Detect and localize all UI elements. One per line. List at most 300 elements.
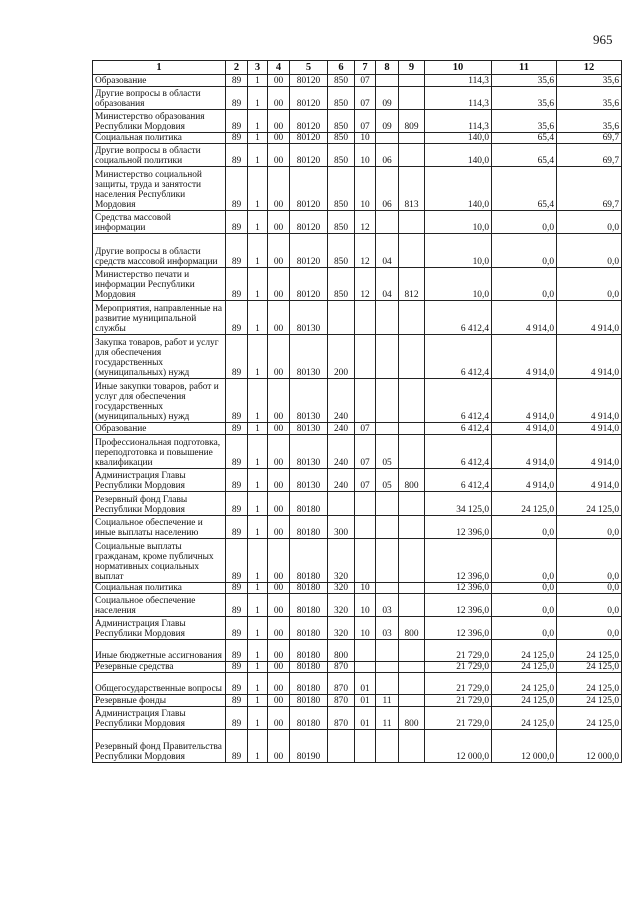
cell-grbs-code: 812 [399,268,425,301]
cell-sum-2020: 21 729,0 [425,673,492,695]
table-row [93,87,622,110]
cell-rz: 12 [355,268,376,301]
cell-sum-2022: 24 125,0 [557,707,622,730]
cell-subprog: 00 [268,234,290,268]
cell-sum-2022: 69,7 [557,144,622,167]
cell-grbs-code: 800 [399,617,425,640]
cell-prog: 1 [248,730,268,763]
cell-prog: 1 [248,707,268,730]
table-row [93,539,622,583]
cell-name: Социальная политика [93,133,226,144]
cell-grbs-code: 800 [399,707,425,730]
cell-grbs: 89 [226,211,248,234]
cell-name: Резервный фонд Правительства Республики Мордовия [93,730,226,763]
cell-sum-2021: 35,6 [492,75,557,87]
budget-table [92,60,622,763]
cell-prog: 1 [248,268,268,301]
cell-prz: 03 [376,617,399,640]
cell-grbs: 89 [226,268,248,301]
table-row [93,673,622,695]
cell-sum-2022: 69,7 [557,167,622,211]
cell-grbs-code [399,234,425,268]
cell-vr: 850 [328,133,355,144]
cell-sum-2021: 0,0 [492,516,557,539]
cell-vr: 850 [328,167,355,211]
cell-rz [355,516,376,539]
cell-grbs-code [399,516,425,539]
cell-sum-2022: 0,0 [557,234,622,268]
cell-grbs: 89 [226,335,248,379]
cell-subprog: 00 [268,379,290,423]
table-row [93,144,622,167]
cell-grbs-code: 813 [399,167,425,211]
cell-prog: 1 [248,75,268,87]
table-row [93,335,622,379]
cell-vr: 240 [328,469,355,492]
cell-sum-2020: 6 412,4 [425,335,492,379]
cell-sum-2020: 6 412,4 [425,379,492,423]
column-header-6: 6 [328,61,355,75]
table-header-row [93,61,622,75]
cell-name: Резервный фонд Главы Республики Мордовия [93,492,226,516]
cell-vr: 850 [328,87,355,110]
cell-target: 80180 [290,594,328,617]
cell-prz [376,539,399,583]
cell-name: Резервные фонды [93,695,226,707]
cell-prog: 1 [248,695,268,707]
cell-prog: 1 [248,144,268,167]
cell-grbs: 89 [226,695,248,707]
cell-rz: 10 [355,167,376,211]
cell-grbs-code [399,87,425,110]
cell-sum-2021: 12 000,0 [492,730,557,763]
cell-prz [376,75,399,87]
cell-sum-2021: 4 914,0 [492,469,557,492]
cell-vr [328,301,355,335]
cell-prz [376,730,399,763]
cell-name: Другие вопросы в области социальной политики [93,144,226,167]
cell-grbs: 89 [226,75,248,87]
column-header-1: 1 [93,61,226,75]
cell-sum-2020: 10,0 [425,211,492,234]
cell-sum-2022: 0,0 [557,211,622,234]
cell-rz: 01 [355,673,376,695]
cell-subprog: 00 [268,594,290,617]
cell-subprog: 00 [268,75,290,87]
cell-vr: 300 [328,516,355,539]
cell-sum-2021: 4 914,0 [492,335,557,379]
cell-sum-2022: 4 914,0 [557,469,622,492]
cell-rz: 01 [355,707,376,730]
cell-grbs: 89 [226,301,248,335]
cell-rz: 07 [355,423,376,435]
cell-target: 80180 [290,516,328,539]
cell-vr: 870 [328,662,355,673]
cell-vr: 200 [328,335,355,379]
cell-sum-2022: 4 914,0 [557,435,622,469]
cell-sum-2022: 24 125,0 [557,640,622,662]
cell-target: 80120 [290,87,328,110]
cell-target: 80120 [290,268,328,301]
table-row [93,583,622,594]
cell-sum-2020: 12 396,0 [425,539,492,583]
cell-subprog: 00 [268,268,290,301]
cell-name: Мероприятия, направленные на развитие муниципальной службы [93,301,226,335]
table-row [93,379,622,423]
cell-sum-2020: 6 412,4 [425,469,492,492]
cell-target: 80180 [290,583,328,594]
cell-subprog: 00 [268,662,290,673]
cell-grbs-code [399,144,425,167]
column-header-4: 4 [268,61,290,75]
cell-prog: 1 [248,435,268,469]
table-row [93,110,622,133]
cell-subprog: 00 [268,539,290,583]
cell-grbs-code [399,695,425,707]
cell-name: Министерство образования Республики Мордовия [93,110,226,133]
cell-grbs: 89 [226,673,248,695]
cell-sum-2020: 10,0 [425,268,492,301]
cell-grbs-code [399,583,425,594]
cell-vr: 850 [328,211,355,234]
cell-subprog: 00 [268,423,290,435]
cell-sum-2022: 69,7 [557,133,622,144]
cell-sum-2022: 0,0 [557,268,622,301]
cell-grbs-code [399,492,425,516]
cell-name: Администрация Главы Республики Мордовия [93,707,226,730]
cell-prog: 1 [248,469,268,492]
cell-prz [376,335,399,379]
cell-vr: 850 [328,144,355,167]
cell-prz: 09 [376,110,399,133]
cell-subprog: 00 [268,87,290,110]
cell-grbs: 89 [226,234,248,268]
page-number: 965 [593,32,613,47]
cell-sum-2022: 0,0 [557,539,622,583]
cell-rz: 07 [355,110,376,133]
cell-target: 80190 [290,730,328,763]
cell-prz [376,133,399,144]
cell-name: Социальная политика [93,583,226,594]
cell-sum-2020: 10,0 [425,234,492,268]
table-row [93,469,622,492]
cell-rz: 07 [355,435,376,469]
cell-sum-2022: 24 125,0 [557,695,622,707]
cell-sum-2021: 35,6 [492,87,557,110]
column-header-10: 10 [425,61,492,75]
cell-prog: 1 [248,423,268,435]
cell-sum-2021: 24 125,0 [492,640,557,662]
cell-rz [355,539,376,583]
cell-name: Средства массовой информации [93,211,226,234]
cell-prz [376,301,399,335]
cell-sum-2021: 0,0 [492,268,557,301]
cell-target: 80120 [290,167,328,211]
table-row [93,301,622,335]
table-row [93,268,622,301]
cell-subprog: 00 [268,583,290,594]
column-header-11: 11 [492,61,557,75]
table-row [93,167,622,211]
cell-sum-2021: 24 125,0 [492,673,557,695]
column-header-2: 2 [226,61,248,75]
cell-sum-2022: 4 914,0 [557,335,622,379]
cell-grbs: 89 [226,435,248,469]
cell-subprog: 00 [268,469,290,492]
cell-vr: 240 [328,379,355,423]
cell-sum-2022: 35,6 [557,110,622,133]
cell-rz: 01 [355,695,376,707]
cell-grbs: 89 [226,167,248,211]
cell-grbs: 89 [226,539,248,583]
cell-prog: 1 [248,539,268,583]
cell-grbs: 89 [226,492,248,516]
cell-subprog: 00 [268,335,290,379]
cell-rz [355,335,376,379]
cell-target: 80130 [290,435,328,469]
cell-sum-2021: 65,4 [492,167,557,211]
table-row [93,695,622,707]
cell-name: Другие вопросы в области средств массовой информации [93,234,226,268]
cell-prz [376,662,399,673]
cell-vr: 320 [328,617,355,640]
cell-grbs: 89 [226,640,248,662]
cell-grbs: 89 [226,583,248,594]
cell-target: 80120 [290,144,328,167]
cell-sum-2020: 12 000,0 [425,730,492,763]
cell-grbs: 89 [226,707,248,730]
cell-name: Министерство социальной защиты, труда и занятости населения Республики Мордовия [93,167,226,211]
cell-sum-2020: 12 396,0 [425,617,492,640]
cell-grbs: 89 [226,516,248,539]
cell-rz: 10 [355,583,376,594]
cell-subprog: 00 [268,617,290,640]
cell-sum-2020: 21 729,0 [425,640,492,662]
cell-sum-2021: 0,0 [492,211,557,234]
cell-grbs-code [399,301,425,335]
cell-sum-2020: 140,0 [425,133,492,144]
cell-target: 80180 [290,539,328,583]
cell-prog: 1 [248,110,268,133]
cell-sum-2022: 4 914,0 [557,423,622,435]
cell-name: Администрация Главы Республики Мордовия [93,469,226,492]
cell-prz [376,673,399,695]
cell-sum-2021: 4 914,0 [492,423,557,435]
cell-prog: 1 [248,516,268,539]
cell-grbs: 89 [226,144,248,167]
cell-name: Профессиональная подготовка, переподготовка и повышение квалификации [93,435,226,469]
column-header-12: 12 [557,61,622,75]
cell-prz [376,492,399,516]
cell-grbs-code [399,335,425,379]
cell-subprog: 00 [268,695,290,707]
cell-sum-2022: 24 125,0 [557,673,622,695]
cell-prz: 06 [376,144,399,167]
cell-prog: 1 [248,211,268,234]
column-header-5: 5 [290,61,328,75]
cell-vr [328,492,355,516]
cell-vr: 240 [328,435,355,469]
cell-name: Образование [93,423,226,435]
cell-rz: 07 [355,75,376,87]
cell-prog: 1 [248,492,268,516]
cell-prz [376,423,399,435]
cell-sum-2020: 12 396,0 [425,583,492,594]
cell-target: 80180 [290,707,328,730]
table-row [93,211,622,234]
cell-sum-2022: 4 914,0 [557,379,622,423]
cell-rz [355,379,376,423]
cell-sum-2020: 34 125,0 [425,492,492,516]
cell-grbs: 89 [226,730,248,763]
cell-grbs-code [399,435,425,469]
cell-rz: 12 [355,211,376,234]
cell-target: 80120 [290,75,328,87]
cell-subprog: 00 [268,144,290,167]
cell-prz: 09 [376,87,399,110]
cell-sum-2022: 35,6 [557,75,622,87]
cell-sum-2020: 21 729,0 [425,695,492,707]
cell-name: Образование [93,75,226,87]
cell-grbs: 89 [226,594,248,617]
cell-prog: 1 [248,133,268,144]
cell-rz: 12 [355,234,376,268]
table-row [93,435,622,469]
cell-target: 80120 [290,234,328,268]
cell-sum-2021: 35,6 [492,110,557,133]
cell-target: 80130 [290,379,328,423]
cell-vr: 870 [328,695,355,707]
table-body [93,75,622,763]
cell-sum-2021: 24 125,0 [492,707,557,730]
cell-grbs-code [399,662,425,673]
cell-rz: 07 [355,87,376,110]
table-row [93,234,622,268]
cell-grbs: 89 [226,662,248,673]
cell-sum-2021: 0,0 [492,539,557,583]
cell-prog: 1 [248,301,268,335]
cell-sum-2021: 65,4 [492,133,557,144]
cell-sum-2020: 6 412,4 [425,301,492,335]
cell-sum-2022: 4 914,0 [557,301,622,335]
cell-rz: 10 [355,617,376,640]
column-header-7: 7 [355,61,376,75]
table-row [93,707,622,730]
cell-sum-2021: 0,0 [492,594,557,617]
cell-sum-2020: 21 729,0 [425,662,492,673]
cell-name: Иные бюджетные ассигнования [93,640,226,662]
cell-sum-2021: 4 914,0 [492,379,557,423]
cell-name: Социальное обеспечение и иные выплаты населению [93,516,226,539]
cell-rz [355,492,376,516]
cell-subprog: 00 [268,133,290,144]
cell-sum-2021: 0,0 [492,234,557,268]
cell-prog: 1 [248,234,268,268]
cell-grbs-code [399,640,425,662]
cell-vr: 320 [328,583,355,594]
cell-sum-2020: 114,3 [425,110,492,133]
cell-subprog: 00 [268,301,290,335]
cell-sum-2021: 24 125,0 [492,492,557,516]
cell-grbs-code: 809 [399,110,425,133]
cell-target: 80180 [290,673,328,695]
cell-target: 80130 [290,335,328,379]
cell-sum-2021: 24 125,0 [492,695,557,707]
cell-grbs-code [399,379,425,423]
cell-subprog: 00 [268,516,290,539]
cell-sum-2021: 0,0 [492,583,557,594]
cell-target: 80180 [290,617,328,640]
cell-sum-2020: 6 412,4 [425,435,492,469]
cell-target: 80120 [290,110,328,133]
cell-rz [355,730,376,763]
cell-name: Министерство печати и информации Республики Мордовия [93,268,226,301]
cell-prog: 1 [248,379,268,423]
cell-prog: 1 [248,87,268,110]
cell-prog: 1 [248,673,268,695]
cell-grbs: 89 [226,133,248,144]
cell-prog: 1 [248,594,268,617]
cell-prz: 03 [376,594,399,617]
cell-vr: 870 [328,673,355,695]
cell-subprog: 00 [268,640,290,662]
cell-sum-2020: 6 412,4 [425,423,492,435]
cell-subprog: 00 [268,707,290,730]
cell-vr: 320 [328,539,355,583]
cell-subprog: 00 [268,435,290,469]
cell-vr: 320 [328,594,355,617]
cell-rz [355,662,376,673]
cell-subprog: 00 [268,211,290,234]
cell-grbs-code [399,423,425,435]
cell-grbs-code: 800 [399,469,425,492]
cell-prz: 04 [376,268,399,301]
cell-grbs-code [399,75,425,87]
cell-sum-2022: 0,0 [557,516,622,539]
cell-prog: 1 [248,167,268,211]
table-row [93,423,622,435]
cell-prz [376,516,399,539]
cell-rz: 10 [355,594,376,617]
cell-subprog: 00 [268,492,290,516]
cell-target: 80120 [290,211,328,234]
cell-sum-2022: 12 000,0 [557,730,622,763]
cell-sum-2020: 114,3 [425,75,492,87]
table-row [93,640,622,662]
cell-grbs: 89 [226,379,248,423]
cell-target: 80180 [290,662,328,673]
table-row [93,617,622,640]
column-header-8: 8 [376,61,399,75]
cell-sum-2021: 4 914,0 [492,435,557,469]
table-row [93,75,622,87]
cell-sum-2022: 0,0 [557,617,622,640]
cell-vr: 850 [328,75,355,87]
cell-sum-2022: 0,0 [557,594,622,617]
cell-sum-2020: 12 396,0 [425,516,492,539]
cell-subprog: 00 [268,110,290,133]
table-row [93,133,622,144]
cell-sum-2021: 4 914,0 [492,301,557,335]
cell-rz [355,301,376,335]
cell-sum-2020: 21 729,0 [425,707,492,730]
cell-subprog: 00 [268,673,290,695]
cell-vr [328,730,355,763]
cell-prog: 1 [248,335,268,379]
cell-name: Другие вопросы в области образования [93,87,226,110]
table-row [93,594,622,617]
cell-sum-2020: 140,0 [425,144,492,167]
